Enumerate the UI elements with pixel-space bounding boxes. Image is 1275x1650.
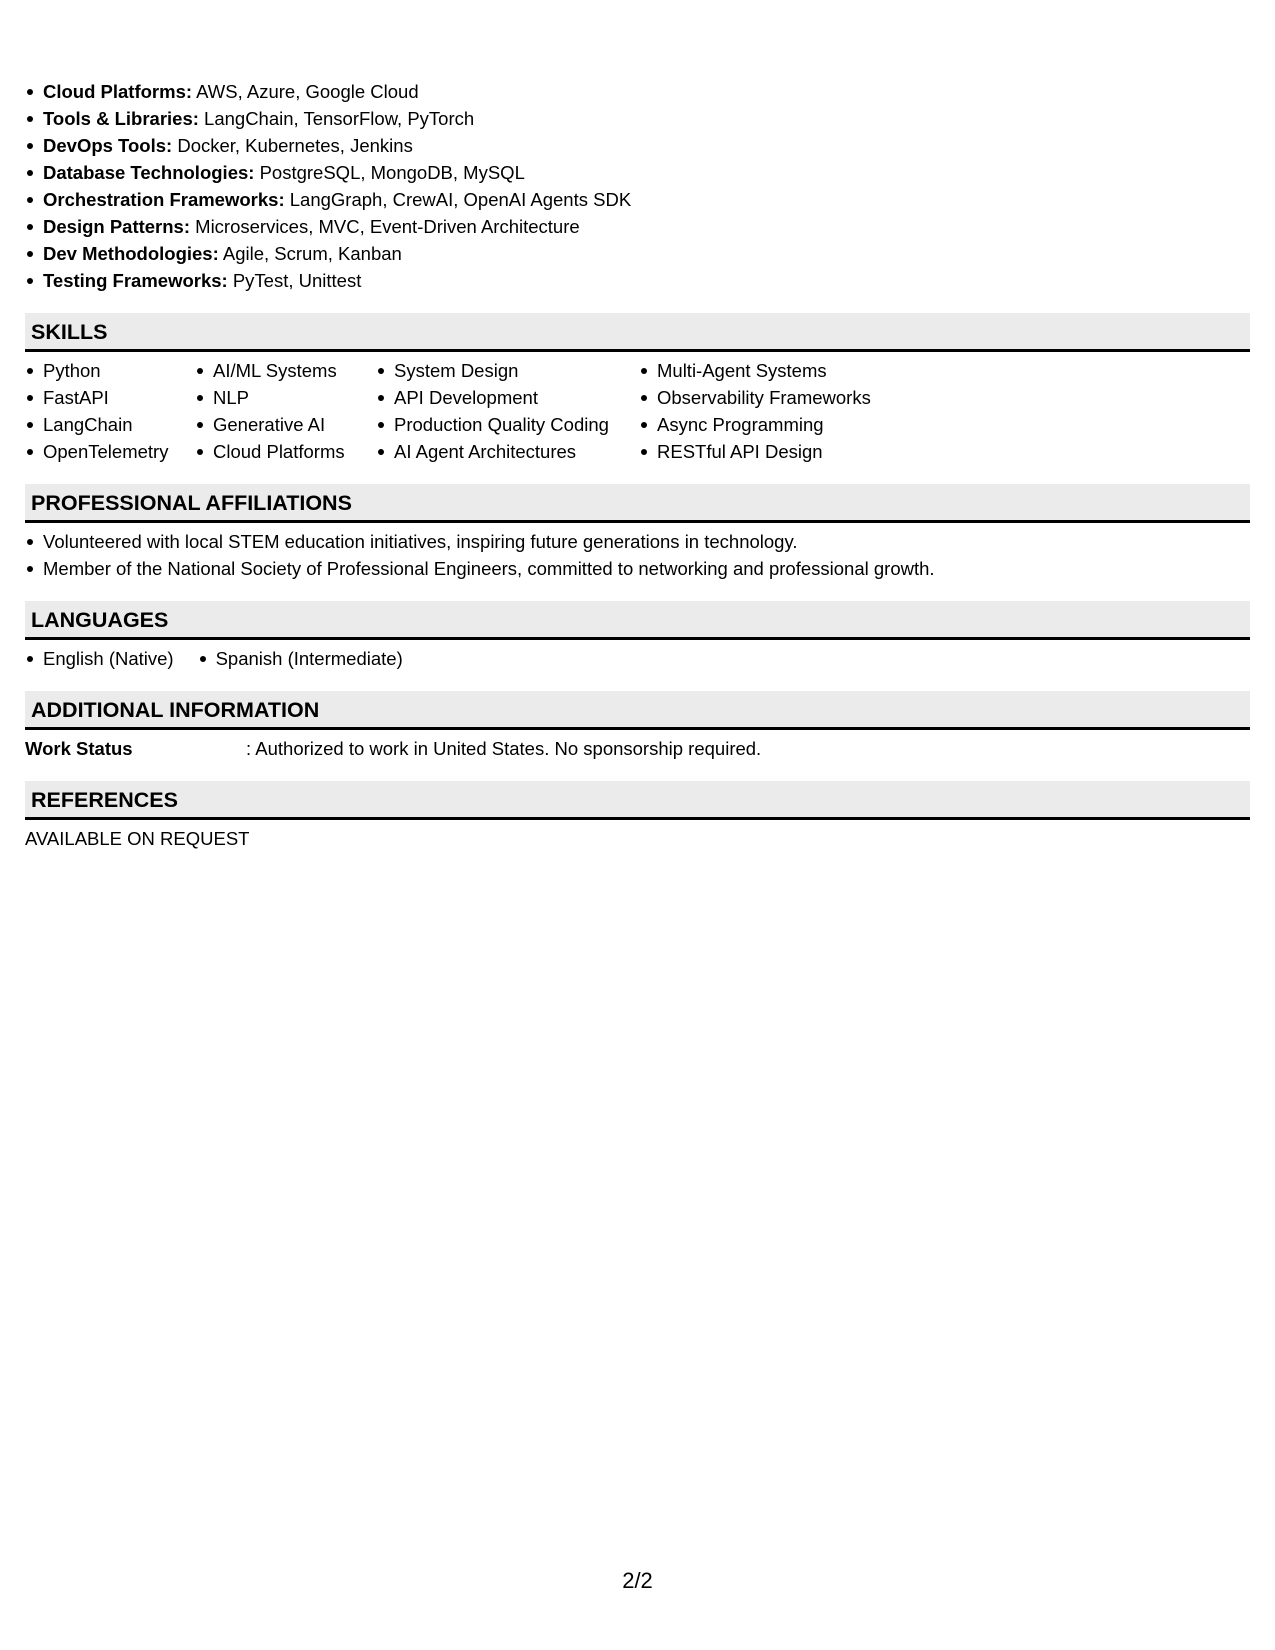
item-label: Testing Frameworks: [43, 270, 228, 291]
item-value: LangGraph, CrewAI, OpenAI Agents SDK [289, 189, 632, 210]
skill-item: Cloud Platforms [195, 438, 376, 465]
skill-item: OpenTelemetry [25, 438, 195, 465]
affiliations-list [25, 528, 1250, 582]
list-item [25, 132, 1250, 159]
affiliation-item: Volunteered with local STEM education initiatives, inspiring future generations in technology. [25, 528, 1250, 555]
skills-column [639, 357, 939, 465]
additional-info-heading: ADDITIONAL INFORMATION [25, 691, 1250, 730]
references-text: AVAILABLE ON REQUEST [25, 828, 250, 849]
work-status-value: : Authorized to work in United States. No sponsorship required. [246, 738, 762, 759]
skill-item: RESTful API Design [639, 438, 939, 465]
affiliations-heading: PROFESSIONAL AFFILIATIONS [25, 484, 1250, 523]
skill-item: Multi-Agent Systems [639, 357, 939, 384]
skills-column [376, 357, 639, 465]
skills-grid [25, 357, 1250, 465]
item-value: PyTest, Unittest [232, 270, 362, 291]
language-item: Spanish (Intermediate) [198, 645, 403, 672]
item-value: Agile, Scrum, Kanban [222, 243, 402, 264]
skill-item: API Development [376, 384, 639, 411]
skill-item: System Design [376, 357, 639, 384]
item-label: Dev Methodologies: [43, 243, 219, 264]
languages-heading: LANGUAGES [25, 601, 1250, 640]
languages-list [25, 645, 1250, 672]
skill-item: Observability Frameworks [639, 384, 939, 411]
page-number: 2/2 [622, 1568, 653, 1593]
item-label: Cloud Platforms: [43, 81, 193, 102]
skills-column [25, 357, 195, 465]
item-value: Docker, Kubernetes, Jenkins [177, 135, 413, 156]
list-item [25, 159, 1250, 186]
item-value: LangChain, TensorFlow, PyTorch [204, 108, 475, 129]
skill-item: FastAPI [25, 384, 195, 411]
item-label: Tools & Libraries: [43, 108, 199, 129]
item-label: DevOps Tools: [43, 135, 173, 156]
skill-item: LangChain [25, 411, 195, 438]
work-status-row [25, 735, 1250, 762]
item-label: Design Patterns: [43, 216, 191, 237]
references-heading: REFERENCES [25, 781, 1250, 820]
skill-item: AI/ML Systems [195, 357, 376, 384]
item-label: Orchestration Frameworks: [43, 189, 285, 210]
language-item: English (Native) [25, 645, 174, 672]
work-status-label: Work Status [25, 738, 133, 759]
skill-item: AI Agent Architectures [376, 438, 639, 465]
skill-item: Python [25, 357, 195, 384]
item-value: PostgreSQL, MongoDB, MySQL [259, 162, 525, 183]
skill-item: Generative AI [195, 411, 376, 438]
list-item [25, 186, 1250, 213]
item-value: Microservices, MVC, Event-Driven Architecture [195, 216, 580, 237]
list-item [25, 240, 1250, 267]
affiliation-item: Member of the National Society of Professional Engineers, committed to networking and professional growth. [25, 555, 1250, 582]
skill-item: Async Programming [639, 411, 939, 438]
skills-heading: SKILLS [25, 313, 1250, 352]
skill-item: NLP [195, 384, 376, 411]
resume-page [25, 78, 1250, 852]
item-value: AWS, Azure, Google Cloud [196, 81, 419, 102]
list-item [25, 267, 1250, 294]
technical-skills-list [25, 78, 1250, 294]
list-item [25, 105, 1250, 132]
list-item [25, 78, 1250, 105]
list-item [25, 213, 1250, 240]
skills-column [195, 357, 376, 465]
skill-item: Production Quality Coding [376, 411, 639, 438]
item-label: Database Technologies: [43, 162, 255, 183]
